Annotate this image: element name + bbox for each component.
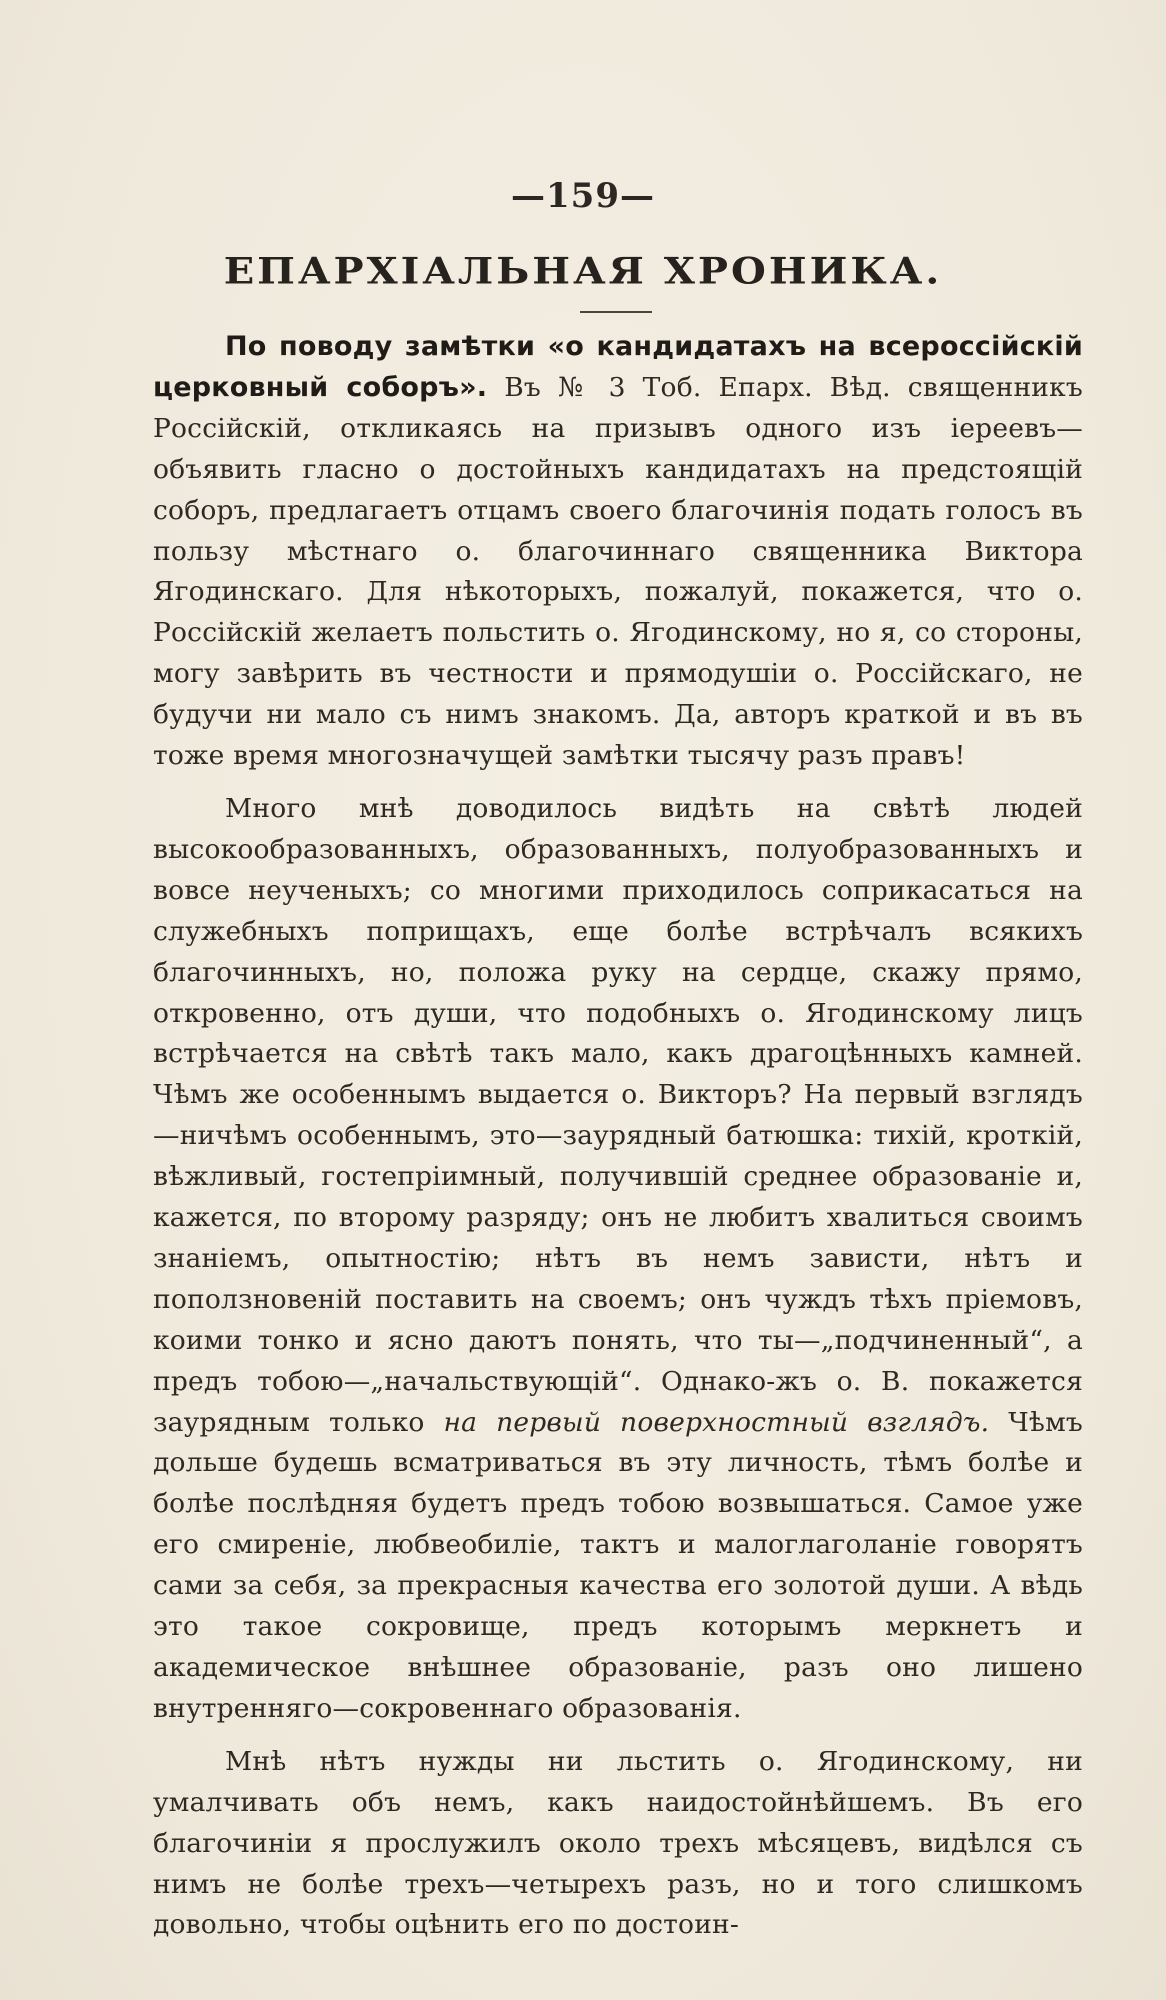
title-divider bbox=[580, 311, 652, 313]
paragraph-3 bbox=[153, 1742, 1083, 1947]
paragraph-3-text: Мнѣ нѣтъ нужды ни льстить о. Ягодинскому, ни умалчивать объ немъ, какъ наидостойнѣйшемъ. Въ его благочиніи я прослужилъ около трехъ мѣсяцевъ, видѣлся съ нимъ не болѣе трехъ—четырехъ разъ, но и того слишкомъ довольно, чтобы оцѣнить его по достоин- bbox=[153, 1745, 1083, 1941]
article-body bbox=[153, 327, 1083, 1946]
paragraph-2 bbox=[153, 789, 1083, 1730]
section-title: ЕПАРХІАЛЬНАЯ ХРОНИКА. bbox=[223, 250, 943, 293]
page-number: —159— bbox=[511, 176, 655, 216]
paragraph-2-text-before: Много мнѣ доводилось видѣть на свѣтѣ людей высокообразованныхъ, образованныхъ, полуобразованныхъ и вовсе неученыхъ; со многими приходилось соприкасаться на служебныхъ поприщахъ, еще болѣе встрѣчалъ всякихъ благочинныхъ, но, положа руку на сердце, скажу прямо, откровенно, отъ души, что подобныхъ о. Ягодинскому лицъ встрѣчается на свѣтѣ такъ мало, какъ драгоцѣнныхъ камней. Чѣмъ же особеннымъ выдается о. Викторъ? На первый взглядъ—ничѣмъ особеннымъ, это—заурядный батюшка: тихій, кроткій, вѣжливый, гостепріимный, получившій среднее образованіе и, кажется, по второму разряду; онъ не любитъ хвалиться своимъ знаніемъ, опытностію; нѣтъ въ немъ зависти, нѣтъ и поползновеній поставить на своемъ; онъ чуждъ тѣхъ пріемовъ, коими тонко и ясно даютъ понять, что ты—„подчиненный“, а предъ тобою—„начальствующій“. Однако-жъ о. В. покажется заурядным только bbox=[153, 792, 1083, 1438]
paragraph-2-text-after: Чѣмъ дольше будешь всматриваться въ эту личность, тѣмъ болѣе и болѣе послѣдняя будетъ предъ тобою возвышаться. Самое уже его смиреніе, любвеобиліе, тактъ и малоглаголаніе говорятъ сами за себя, за прекрасныя качества его золотой души. А вѣдь это такое сокровище, предъ которымъ меркнетъ и академическое внѣшнее образованіе, разъ оно лишено внутренняго—сокровеннаго образованія. bbox=[153, 1406, 1083, 1724]
paragraph-1-text: Въ № 3 Тоб. Епарх. Вѣд. священникъ Россійскій, откликаясь на призывъ одного изъ іереевъ—объявить гласно о достойныхъ кандидатахъ на предстоящій соборъ, предлагаетъ отцамъ своего благочинія подать голосъ въ пользу мѣстнаго о. благочиннаго священника Виктора Ягодинскаго. Для нѣкоторыхъ, пожалуй, покажется, что о. Россійскій желаетъ польстить о. Ягодинскому, но я, со стороны, могу завѣрить въ честности и прямодушіи о. Россійскаго, не будучи ни мало съ нимъ знакомъ. Да, авторъ краткой и въ въ тоже время многозначущей замѣтки тысячу разъ правъ! bbox=[153, 371, 1083, 772]
paragraph-2-emphasis: на первый поверхностный взглядъ. bbox=[443, 1406, 990, 1438]
paragraph-1 bbox=[153, 327, 1083, 777]
article-heading: По поводу замѣтки «о кандидатахъ на всероссійскій церковный соборъ». bbox=[153, 331, 1083, 403]
